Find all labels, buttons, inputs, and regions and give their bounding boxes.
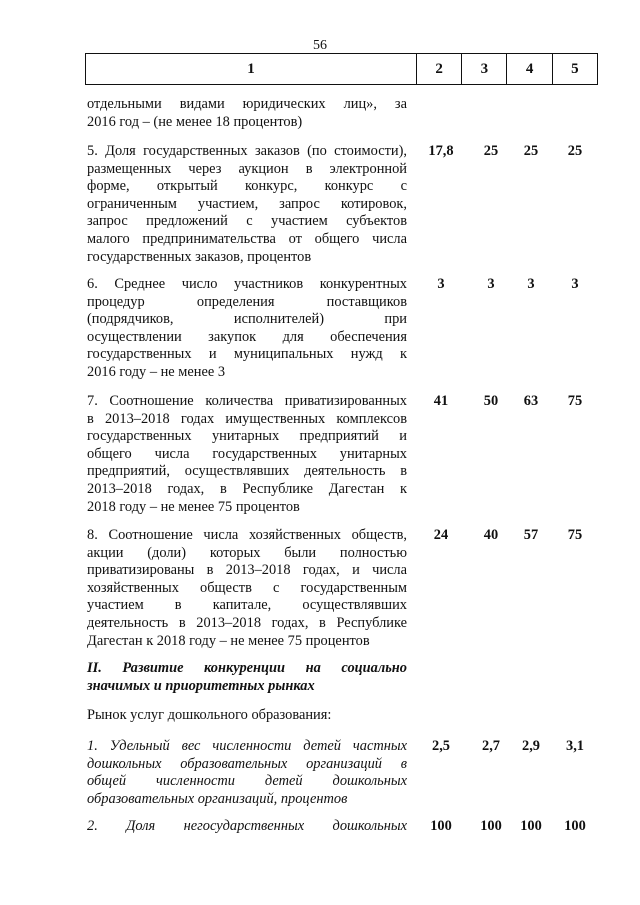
value-col-2: 100: [430, 818, 452, 834]
desc-line: общего числа государственных унитарных: [87, 445, 407, 462]
desc-line: приватизированы в 2013–2018 годах, и числа: [87, 562, 407, 579]
row-description: [87, 818, 407, 836]
desc-line: акции (доли) которых были полностью: [87, 544, 407, 561]
desc-line: в 2013–2018 годах имущественных комплексов: [87, 410, 407, 427]
header-col-2: 2: [416, 54, 461, 85]
value-col-5: 3: [571, 276, 579, 292]
row-description: [87, 276, 407, 382]
desc-line: 8. Соотношение числа хозяйственных обществ,: [87, 527, 407, 543]
desc-line: 7. Соотношение количества приватизированных: [87, 393, 407, 409]
desc-line: общей численности детей дошкольных: [87, 773, 407, 790]
desc-line: хозяйственных обществ с государственным: [87, 579, 407, 596]
header-col-5: 5: [552, 54, 597, 85]
value-col-3: 2,7: [482, 738, 500, 754]
header-col-1: 1: [86, 54, 417, 85]
row-description: [87, 660, 407, 695]
value-col-4: 25: [523, 143, 539, 159]
header-col-3: 3: [462, 54, 507, 85]
desc-line: предприятий, осуществлявших деятельность в: [87, 463, 407, 480]
value-col-5: 100: [564, 818, 586, 834]
value-col-2: 24: [433, 527, 449, 543]
value-col-2: 3: [437, 276, 445, 292]
desc-line: 1. Удельный вес численности детей частных: [87, 738, 407, 754]
value-col-3: 40: [483, 527, 499, 543]
row-description: [87, 393, 407, 516]
value-col-5: 3,1: [566, 738, 584, 754]
desc-line: 2. Доля негосударственных дошкольных: [87, 818, 407, 834]
page-number: 56: [313, 38, 327, 53]
desc-line: Дагестан к 2018 году – не менее 75 процентов: [87, 632, 370, 649]
value-col-3: 50: [483, 393, 499, 409]
desc-line: участием в капитале, осуществлявших: [87, 597, 407, 614]
desc-line: 2018 году – не менее 75 процентов: [87, 498, 300, 515]
value-col-2: 41: [433, 393, 449, 409]
desc-line: размещенных через аукцион в электронной: [87, 160, 407, 177]
value-col-5: 75: [567, 393, 583, 409]
desc-line: государственных и муниципальных нужд к: [87, 346, 407, 363]
desc-line: 2013–2018 годах, в Республике Дагестан к: [87, 480, 407, 497]
desc-line: (подрядчиков, исполнителей) при: [87, 311, 407, 328]
row-description: [87, 527, 407, 650]
desc-line: образовательных организаций, процентов: [87, 790, 348, 807]
desc-line: малого предпринимательства от общего числа: [87, 230, 407, 247]
desc-line: государственных унитарных предприятий и: [87, 428, 407, 445]
desc-line: 6. Среднее число участников конкурентных: [87, 276, 407, 292]
desc-line: Рынок услуг дошкольного образования:: [87, 707, 332, 723]
row-description: [87, 96, 407, 131]
desc-line: процедур определения поставщиков: [87, 293, 407, 310]
desc-line: осуществлении закупок для обеспечения: [87, 328, 407, 345]
header-col-4: 4: [507, 54, 552, 85]
desc-line: дошкольных образовательных организаций в: [87, 755, 407, 772]
value-col-4: 2,9: [522, 738, 540, 754]
value-col-2: 2,5: [432, 738, 450, 754]
desc-line: 5. Доля государственных заказов (по стоимости),: [87, 143, 407, 159]
value-col-3: 100: [480, 818, 502, 834]
desc-line: форме, открытый конкурс, конкурс с: [87, 178, 407, 195]
table-header: [85, 53, 598, 85]
value-col-4: 100: [520, 818, 542, 834]
row-description: [87, 707, 407, 725]
value-col-4: 63: [523, 393, 539, 409]
row-description: [87, 738, 407, 808]
value-col-5: 25: [567, 143, 583, 159]
value-col-5: 75: [567, 527, 583, 543]
desc-line: 2016 год – (не менее 18 процентов): [87, 113, 303, 130]
desc-line: 2016 году – не менее 3: [87, 363, 226, 380]
desc-line: отдельными видами юридических лиц», за: [87, 96, 407, 112]
value-col-3: 3: [487, 276, 495, 292]
desc-line: запрос предложений с участием субъектов: [87, 213, 407, 230]
value-col-2: 17,8: [428, 143, 454, 159]
desc-line: значимых и приоритетных рынках: [87, 677, 315, 694]
desc-line: II. Развитие конкуренции на социально: [87, 660, 407, 676]
desc-line: деятельность в 2013–2018 годах, в Республике: [87, 614, 407, 631]
desc-line: ограниченным участием, запрос котировок,: [87, 195, 407, 212]
value-col-3: 25: [483, 143, 499, 159]
row-description: [87, 143, 407, 266]
value-col-4: 57: [523, 527, 539, 543]
desc-line: государственных заказов, процентов: [87, 248, 312, 265]
value-col-4: 3: [527, 276, 535, 292]
